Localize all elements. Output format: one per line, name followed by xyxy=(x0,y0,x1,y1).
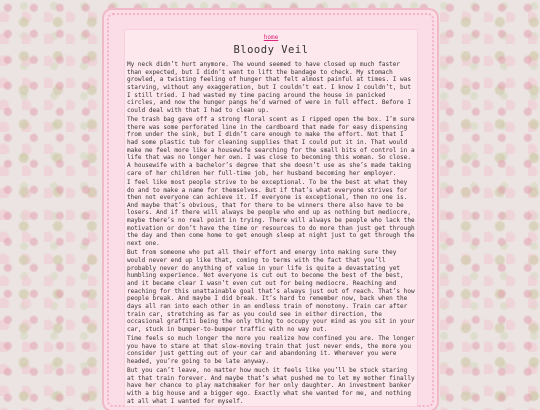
story-title: Bloody Veil xyxy=(233,44,309,56)
story-paragraph: But from someone who put all their effort and energy into making sure they would never end up like that, coming to terms with the fact that you’ll probably never do anything of value in your life is quite a devastating yet humbling experience. Not everyone is cut out to become the best of the best, and it became clear I wasn’t even cut out for being mediocre. Reaching and reaching for this unattainable goal that’s always just out of reach. That’s how people break. And maybe I did break. It’s hard to remember now, back when the days all ran into each other in an endless train of monotony. Train car after train car, stretching as far as you could see in either direction, the occasional graffiti being the only thing to occupy your mind as you sit in your car, stuck in bumper-to-bumper traffic with no way out. xyxy=(127,249,415,333)
story-paragraph: I feel like most people strive to be exceptional. To be the best at what they do and to make a name for themselves. But if that’s what everyone strives for then not everyone can achieve it. If everyone is exceptional, then no one is. And maybe that’s obvious, that for there to be winners there also have to be losers. And if there will always be people who end up as nothing but mediocre, maybe there’s no real point in trying. There will always be people who lack the motivation or don’t have the time or resources to do more than just get through the day and then come home to get enough sleep at night just to get through the next one. xyxy=(127,178,415,248)
story-content xyxy=(124,29,418,407)
home-link[interactable]: home xyxy=(263,34,279,41)
story-paragraph: My neck didn’t hurt anymore. The wound seemed to have closed up much faster than expected, but I didn’t want to lift the bandage to check. My stomach growled, a twisting feeling of hunger that felt almost painful at times. I was starving, without any exaggeration, but I couldn’t eat. I know I couldn’t, but I still tried. I had wasted my time pacing around the house in panicked circles, and now the hunger pangs he’d warned of were in full effect. Before I could deal with that I had to clean up. xyxy=(127,61,411,114)
story-paragraph: The trash bag gave off a strong floral scent as I ripped open the box. I’m sure there was some perforated line in the cardboard that made for easy dispensing from under the sink, but I didn’t care enough to make the effort. Not that I had some plastic tub for cleaning supplies that I could put it in. That would make me feel more like a housewife searching for the small bits of control in a life that was no longer her own. I was close to becoming this woman. So close. A housewife with a bachelor’s degree that she doesn’t use as she’s made taking care of her children her full-time job, her husband becoming her employer. xyxy=(127,116,415,177)
story-body xyxy=(125,61,417,405)
story-paragraph: Time feels so much longer the more you realize how confined you are. The longer you have to stare at that slow-moving train that just never ends, the more you consider just getting out of your car and abandoning it. Wherever you were headed, you’re going to be late anyway. xyxy=(127,334,415,365)
story-paragraph: But you can’t leave, no matter how much it feels like you’ll be stuck staring at that train forever. And maybe that’s what pushed me to let my mother finally have her chance to play matchmaker for her only daughter. An investment banker with a big house and a bigger ego. Exactly what she wanted for me, and nothing at all what I wanted for myself. xyxy=(127,367,415,405)
